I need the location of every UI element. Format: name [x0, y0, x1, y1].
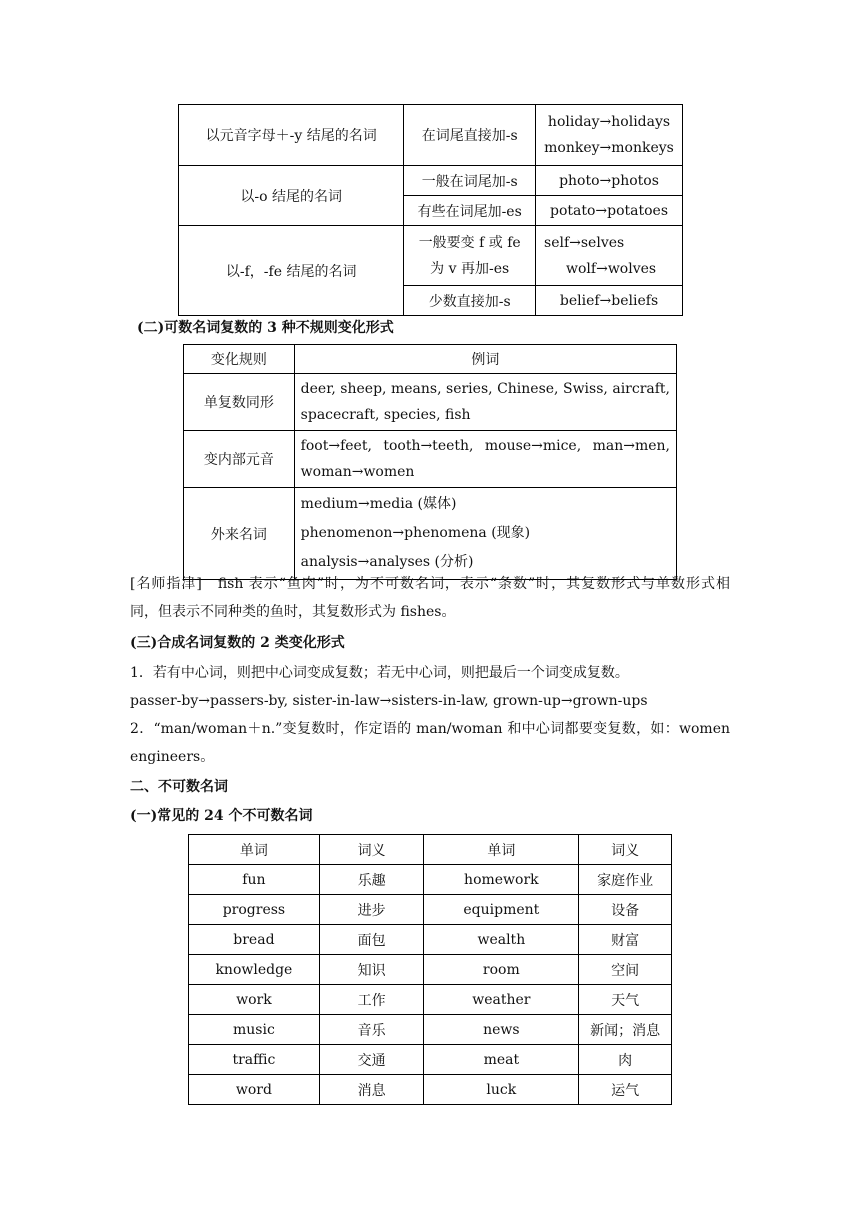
table-header-row: [189, 835, 672, 865]
example-text: phenomenon→phenomena (现象): [300, 525, 531, 541]
example-text: wolf→wolves: [566, 260, 657, 277]
table-cell: 以元音字母＋-y 结尾的名词: [179, 105, 404, 166]
table-row: [179, 226, 683, 286]
table-cell: [404, 226, 536, 286]
tip-paragraph: [130, 570, 730, 626]
table-row: [179, 166, 683, 196]
example-text: self→selves: [544, 234, 625, 251]
table-cell: 少数直接加-s: [404, 286, 536, 316]
table-cell: news: [424, 1015, 579, 1045]
table-cell: 运气: [579, 1075, 672, 1105]
table-cell: 天气: [579, 985, 672, 1015]
example-text: woman→women: [300, 464, 415, 480]
table-cell: bread: [189, 925, 320, 955]
table-cell: 以-o 结尾的名词: [179, 166, 404, 226]
table-cell: luck: [424, 1075, 579, 1105]
example-text: spacecraft, species, fish: [300, 407, 471, 423]
table-cell: 交通: [319, 1045, 424, 1075]
table-header-row: [184, 345, 677, 374]
table-cell: word: [189, 1075, 320, 1105]
section-heading: (三)合成名词复数的 2 类变化形式: [130, 635, 345, 651]
rule-item: 1．若有中心词，则把中心词变成复数；若无中心词，则把最后一个词变成复数。: [130, 665, 629, 681]
tip-line: 同，但表示不同种类的鱼时，其复数形式为 fishes。: [130, 604, 456, 620]
table-cell: [536, 105, 683, 166]
rule-item: engineers。: [130, 749, 215, 765]
plural-rules-table: [178, 104, 683, 316]
table-row: [189, 925, 672, 955]
table-cell: 进步: [319, 895, 424, 925]
rule-item: 2．“man/woman＋n.”变复数时，作定语的 man/woman 和中心词都要变复数，如：women: [130, 721, 730, 737]
table-cell: 肉: [579, 1045, 672, 1075]
table-cell: 工作: [319, 985, 424, 1015]
example-text: medium→media (媒体): [300, 496, 457, 512]
table-cell: 财富: [579, 925, 672, 955]
table-cell: 空间: [579, 955, 672, 985]
table-header-cell: 词义: [319, 835, 424, 865]
table-header-cell: 单词: [189, 835, 320, 865]
section3-body: [130, 659, 730, 771]
table-cell: meat: [424, 1045, 579, 1075]
table-row: [189, 865, 672, 895]
example-text: monkey→monkeys: [544, 140, 674, 156]
example-line: passer-by→passers-by, sister-in-law→sisters-in-law, grown-up→grown-ups: [130, 693, 648, 709]
example-text: holiday→holidays: [547, 114, 671, 130]
table-cell: 外来名词: [184, 488, 295, 580]
table-cell: progress: [189, 895, 320, 925]
table-row: [189, 895, 672, 925]
table-cell: wealth: [424, 925, 579, 955]
tip-line: [名师指津] fish 表示“鱼肉”时，为不可数名词，表示“条数”时，其复数形式与单数形式相: [130, 576, 730, 592]
table-row: [189, 1015, 672, 1045]
table-cell: potato→potatoes: [536, 196, 683, 226]
table-row: [184, 431, 677, 488]
table-cell: 家庭作业: [579, 865, 672, 895]
table-cell: equipment: [424, 895, 579, 925]
rule-text: 一般要变 f 或 fe: [418, 234, 521, 251]
table-row: [184, 374, 677, 431]
table-cell: [294, 431, 676, 488]
table-cell: 音乐: [319, 1015, 424, 1045]
table-row: [179, 105, 683, 166]
table-cell: 消息: [319, 1075, 424, 1105]
section-heading: (二)可数名词复数的 3 种不规则变化形式: [137, 320, 394, 336]
table-cell: knowledge: [189, 955, 320, 985]
table-cell: 有些在词尾加-es: [404, 196, 536, 226]
rule-text: 为 v 再加-es: [430, 260, 510, 277]
table-cell: 知识: [319, 955, 424, 985]
table-cell: 乐趣: [319, 865, 424, 895]
table-cell: room: [424, 955, 579, 985]
example-text: analysis→analyses (分析): [300, 554, 474, 570]
table-cell: 新闻；消息: [579, 1015, 672, 1045]
table-cell: 一般在词尾加-s: [404, 166, 536, 196]
table-row: [189, 955, 672, 985]
table-row: [189, 1075, 672, 1105]
table-header-cell: 变化规则: [184, 345, 295, 374]
table-row: [189, 985, 672, 1015]
table-cell: homework: [424, 865, 579, 895]
table-cell: 以-f，-fe 结尾的名词: [179, 226, 404, 316]
table-cell: 在词尾直接加-s: [404, 105, 536, 166]
irregular-plural-table: [183, 344, 677, 580]
table-header-cell: 例词: [294, 345, 676, 374]
table-row: [189, 1045, 672, 1075]
table-cell: music: [189, 1015, 320, 1045]
part-heading: 二、不可数名词: [130, 779, 228, 795]
table-cell: [294, 488, 676, 580]
table-cell: 设备: [579, 895, 672, 925]
table-cell: fun: [189, 865, 320, 895]
table-header-cell: 词义: [579, 835, 672, 865]
table-cell: [294, 374, 676, 431]
table-cell: work: [189, 985, 320, 1015]
table-cell: photo→photos: [536, 166, 683, 196]
table-cell: traffic: [189, 1045, 320, 1075]
table-cell: 变内部元音: [184, 431, 295, 488]
table-cell: belief→beliefs: [536, 286, 683, 316]
section-heading: (一)常见的 24 个不可数名词: [130, 808, 313, 824]
table-header-cell: 单词: [424, 835, 579, 865]
example-text: deer, sheep, means, series, Chinese, Swiss, aircraft,: [300, 381, 670, 397]
table-cell: weather: [424, 985, 579, 1015]
example-text: foot→feet, tooth→teeth, mouse→mice, man→men,: [300, 438, 670, 454]
table-cell: [536, 226, 683, 286]
table-cell: 面包: [319, 925, 424, 955]
table-row: [184, 488, 677, 580]
uncountable-nouns-table: [188, 834, 672, 1105]
table-cell: 单复数同形: [184, 374, 295, 431]
